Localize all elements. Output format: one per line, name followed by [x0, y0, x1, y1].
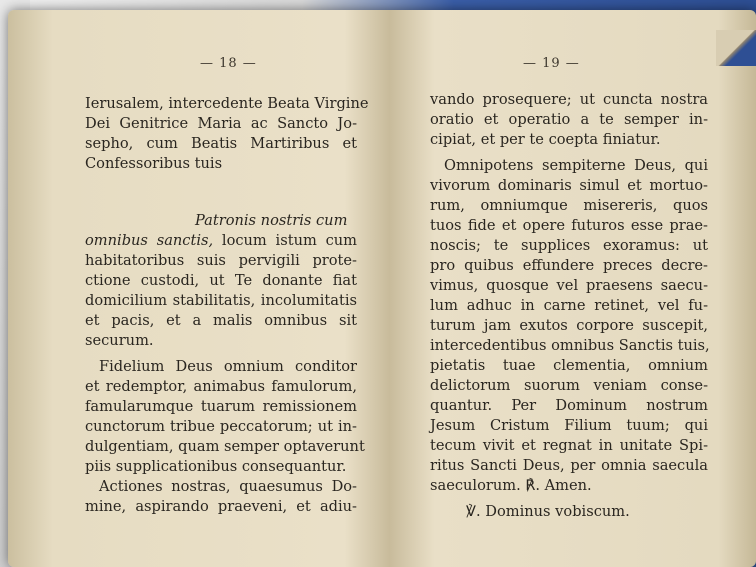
text-line: et pacis, et a malis omnibus sit [85, 312, 357, 329]
text-line: oratio et operatio a te semper in- [430, 111, 708, 128]
text-line: turum jam exutos corpore suscepit, [430, 317, 708, 334]
text-line: pietatis tuae clementia, omnium [430, 357, 708, 374]
text-line: et redemptor, animabus famulorum, [85, 378, 357, 395]
open-book [8, 10, 756, 567]
text-line: Jesum Cristum Filium tuum; qui [430, 417, 708, 434]
left-page [8, 10, 388, 567]
text-line: famularumque tuarum remissionem [85, 398, 357, 415]
left-page-text [85, 94, 369, 517]
text-line: cunctorum tribue peccatorum; ut in- [85, 418, 357, 435]
text-line: cipiat, et per te coepta finiatur. [430, 131, 661, 148]
text-line: ritus Sancti Deus, per omnia saecula [430, 457, 708, 474]
text-line: Omnipotens sempiterne Deus, qui [444, 157, 708, 174]
text-line: habitatoribus suis pervigili prote- [85, 252, 357, 269]
text-line [85, 231, 357, 251]
text-line [85, 211, 357, 231]
page-number-left: — 18 — [200, 56, 257, 71]
text-line: Fidelium Deus omnium conditor [99, 358, 357, 375]
text-line: tecum vivit et regnat in unitate Spi- [430, 437, 708, 454]
text-line: piis supplicationibus consequantur. [85, 458, 347, 475]
right-page-text [430, 90, 708, 522]
text-line: sepho, cum Beatis Martiribus et [85, 135, 357, 152]
text-line: vando prosequere; ut cuncta nostra [430, 91, 708, 108]
text-line: Actiones nostras, quaesumus Do- [99, 478, 357, 495]
text-line: domicilium stabilitatis, incolumitatis [85, 292, 357, 309]
text-line: vimus, quosque vel praesens saecu- [430, 277, 708, 294]
text-line: noscis; te supplices exoramus: ut [430, 237, 708, 254]
text-line: Ierusalem, intercedente Beata Virgine [85, 95, 369, 112]
text-line: Dei Genitrice Maria ac Sancto Jo- [85, 115, 357, 132]
text-line: pro quibus effundere preces decre- [430, 257, 708, 274]
text-line: rum, omniumque misereris, quos [430, 197, 708, 214]
right-page [388, 10, 756, 567]
text-line: lum adhuc in carne retinet, vel fu- [430, 297, 708, 314]
text-line: tuos fide et opere futuros esse prae- [430, 217, 708, 234]
text-line: securum. [85, 332, 154, 349]
text-line: saeculorum. ℟. Amen. [430, 477, 592, 494]
text-line: vivorum dominaris simul et mortuo- [430, 177, 708, 194]
text-line: Confessoribus tuis [85, 155, 223, 172]
versicle-line: ℣. Dominus vobiscum. [466, 503, 630, 520]
text-line: mine, aspirando praeveni, et adiu- [85, 498, 357, 515]
text-line: quantur. Per Dominum nostrum [430, 397, 708, 414]
text-span: locum istum cum [213, 232, 357, 249]
text-line: dulgentiam, quam semper optaverunt [85, 438, 365, 455]
text-line: delictorum suorum veniam conse- [430, 377, 708, 394]
italic-text: omnibus sanctis, [85, 232, 214, 249]
italic-text: Patronis nostris cum [195, 212, 348, 229]
text-line: ctione custodi, ut Te donante fiat [85, 272, 357, 289]
page-number-right: — 19 — [523, 56, 580, 71]
text-line: intercedentibus omnibus Sanctis tuis, [430, 337, 710, 354]
